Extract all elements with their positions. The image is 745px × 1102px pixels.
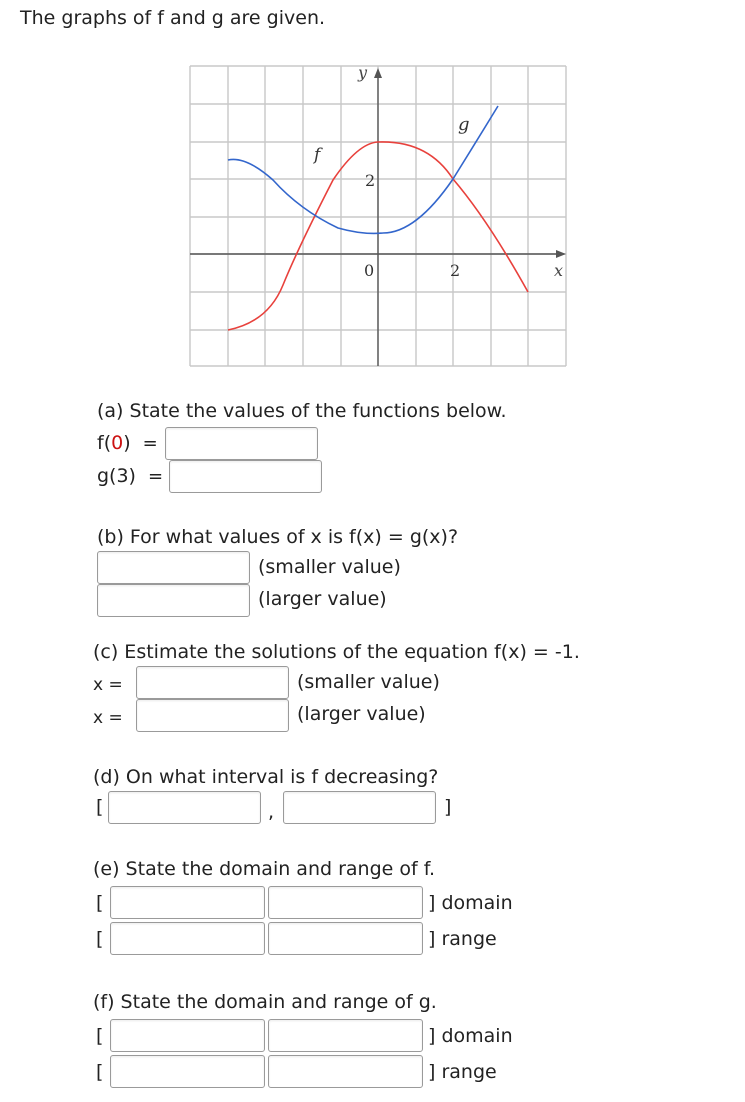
- e-domain-label: ] domain: [428, 892, 513, 914]
- f-curve-label: f: [314, 145, 321, 165]
- part-e-prompt: (e) State the domain and range of f.: [93, 858, 436, 880]
- b-larger-input[interactable]: [97, 584, 250, 617]
- intro-text: The graphs of f and g are given.: [20, 7, 326, 29]
- f-domain-start-input[interactable]: [110, 1019, 265, 1052]
- f0-equals: =: [142, 433, 158, 454]
- y-axis-arrow: [374, 68, 382, 78]
- f0-label-arg: 0: [111, 432, 124, 454]
- tick-label-x-2: 2: [450, 261, 461, 280]
- part-a-prompt: (a) State the values of the functions below.: [97, 400, 507, 422]
- f-domain-open-bracket: [: [96, 1025, 104, 1047]
- tick-label-origin: 0: [364, 261, 375, 280]
- tick-label-y-2: 2: [365, 171, 376, 190]
- c-larger-label: (larger value): [297, 703, 426, 725]
- e-range-end-input[interactable]: [268, 922, 423, 955]
- f0-input[interactable]: [165, 427, 318, 460]
- part-f-prompt: (f) State the domain and range of g.: [93, 991, 437, 1013]
- d-comma: ,: [268, 801, 275, 823]
- e-range-label: ] range: [428, 928, 497, 950]
- f-range-open-bracket: [: [96, 1061, 104, 1083]
- c-smaller-label: (smaller value): [297, 671, 440, 693]
- f0-label-post: ): [123, 432, 131, 454]
- f-domain-end-input[interactable]: [268, 1019, 423, 1052]
- d-interval-start-input[interactable]: [108, 791, 261, 824]
- f-range-start-input[interactable]: [110, 1055, 265, 1088]
- part-b-prompt: (b) For what values of x is f(x) = g(x)?: [97, 526, 459, 548]
- c-x-label-1: x =: [93, 675, 123, 695]
- e-domain-end-input[interactable]: [268, 886, 423, 919]
- x-axis-label: x: [554, 261, 564, 280]
- e-range-start-input[interactable]: [110, 922, 265, 955]
- c-larger-input[interactable]: [136, 699, 289, 732]
- e-domain-start-input[interactable]: [110, 886, 265, 919]
- g3-equals: =: [148, 466, 164, 487]
- g3-label: [97, 464, 163, 489]
- part-c-prompt: (c) Estimate the solutions of the equation f(x) = -1.: [93, 641, 580, 663]
- d-close-bracket: ]: [444, 796, 452, 818]
- f0-label: [97, 431, 158, 456]
- b-larger-label: (larger value): [258, 588, 387, 610]
- b-smaller-label: (smaller value): [258, 556, 401, 578]
- g3-input[interactable]: [169, 460, 322, 493]
- b-smaller-input[interactable]: [97, 551, 250, 584]
- g-curve-label: g: [458, 114, 470, 135]
- c-smaller-input[interactable]: [136, 666, 289, 699]
- d-open-bracket: [: [96, 796, 104, 818]
- f-range-end-input[interactable]: [268, 1055, 423, 1088]
- d-interval-end-input[interactable]: [283, 791, 436, 824]
- f-range-label: ] range: [428, 1061, 497, 1083]
- x-axis-arrow: [556, 250, 566, 258]
- f-domain-label: ] domain: [428, 1025, 513, 1047]
- g3-label-text: g(3): [97, 465, 136, 487]
- f0-label-pre: f(: [97, 432, 112, 454]
- function-graph: [188, 60, 568, 370]
- c-x-label-2: x =: [93, 708, 123, 728]
- e-range-open-bracket: [: [96, 928, 104, 950]
- y-axis-label: y: [358, 63, 368, 82]
- part-d-prompt: (d) On what interval is f decreasing?: [93, 766, 439, 788]
- e-domain-open-bracket: [: [96, 892, 104, 914]
